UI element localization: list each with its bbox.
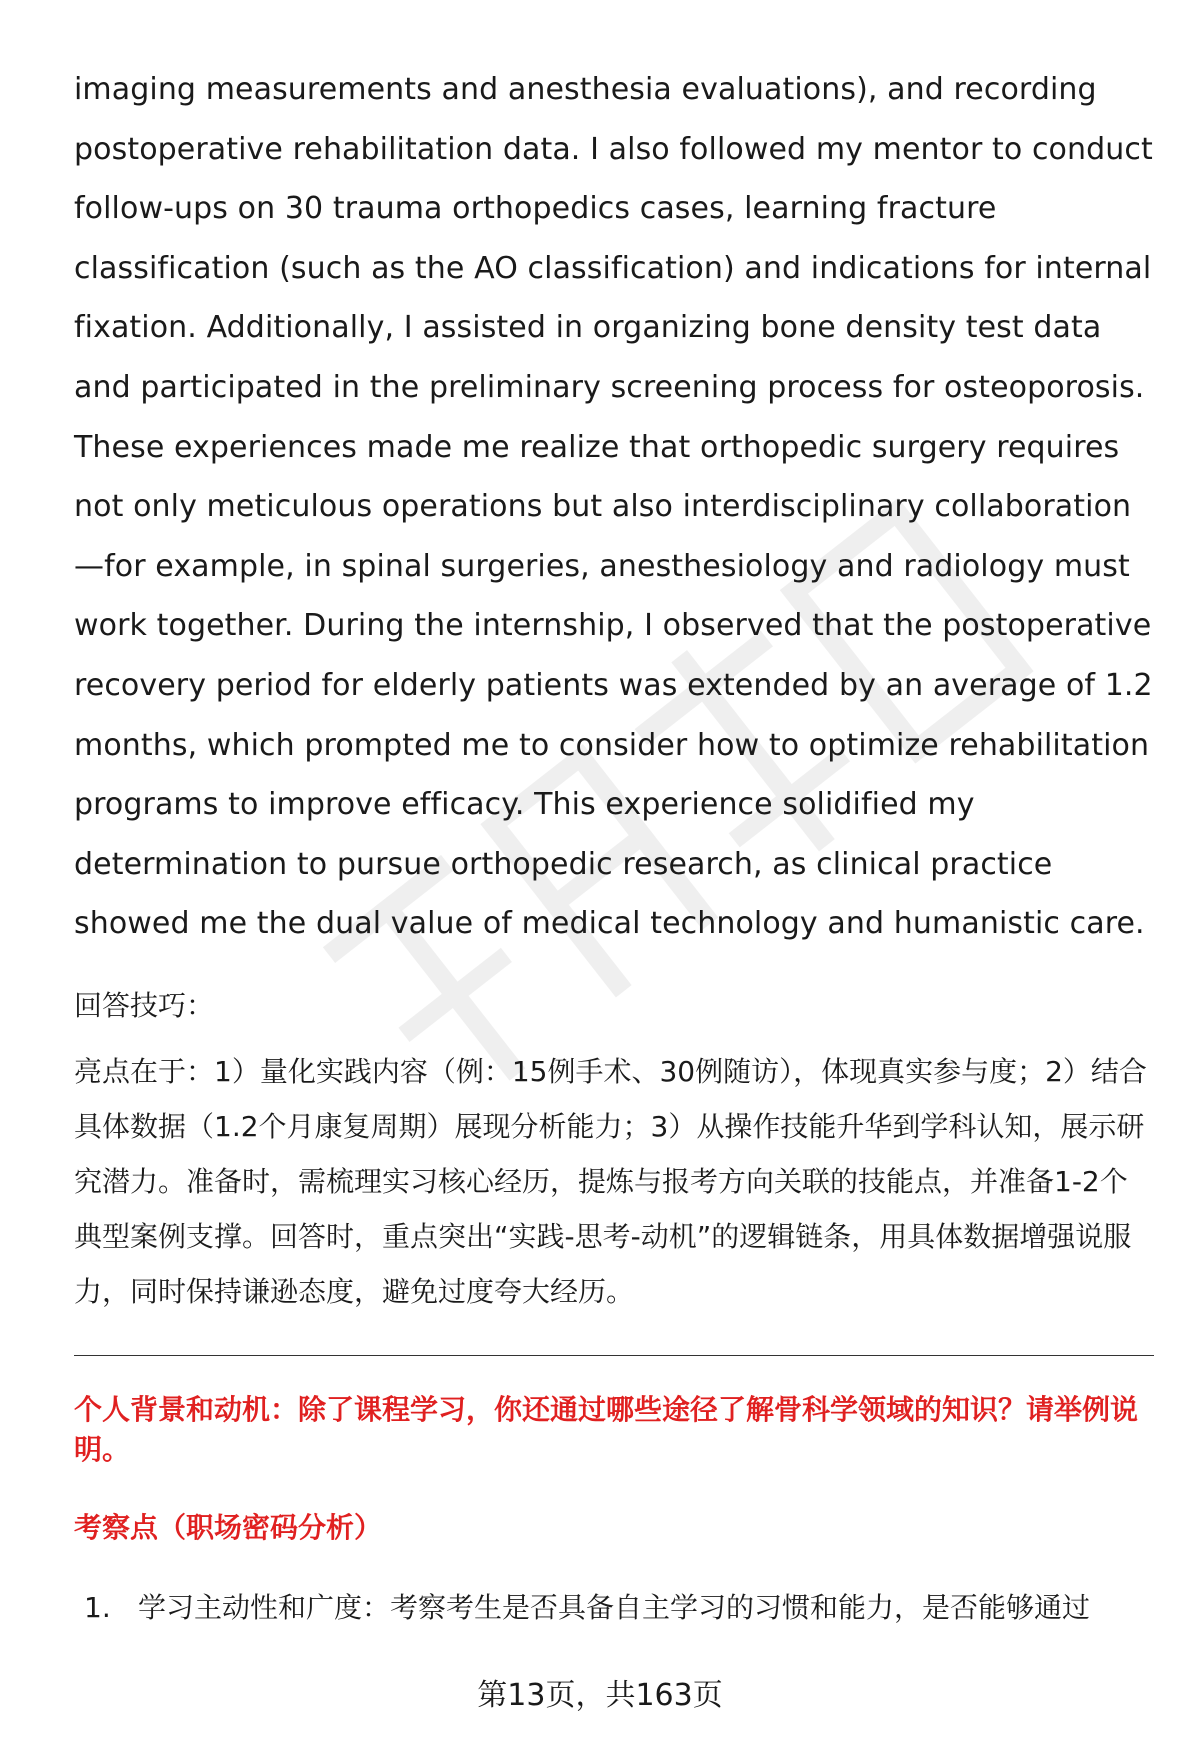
page-number-label: 第13页，共163页: [477, 1678, 723, 1713]
tips-label: 回答技巧：: [74, 988, 215, 1022]
section-divider: [74, 1355, 1154, 1356]
content-area: [74, 60, 1154, 1628]
body-paragraph: imaging measurements and anesthesia evaluations), and recording postoperative rehabilitation data. I also followed my mentor to conduct follow-ups on 30 trauma orthopedics cases, learning fracture classification (such as the AO classification) and indications for internal fixation. Additionally, I assisted in organizing bone density test data and participated in the preliminary screening process for osteoporosis. These experiences made me realize that orthopedic surgery requires not only meticulous operations but also interdisciplinary collaboration—for example, in spinal surgeries, anesthesiology and radiology must work together. During the internship, I observed that the postoperative recovery period for elderly patients was extended by an average of 1.2 months, which prompted me to consider how to optimize rehabilitation programs to improve efficacy. This experience solidified my determination to pursue orthopedic research, as clinical practice showed me the dual value of medical technology and humanistic care.: [74, 72, 1153, 942]
tips-body: 亮点在于：1）量化实践内容（例：15例手术、30例随访），体现真实参与度；2）结合具体数据（1.2个月康复周期）展现分析能力；3）从操作技能升华到学科认知，展示研究潜力。准备时，需梳理实习核心经历，提炼与报考方向关联的技能点，并准备1-2个典型案例支撑。回答时，重点突出“实践-思考-动机”的逻辑链条，用具体数据增强说服力，同时保持谦逊态度，避免过度夸大经历。: [74, 1054, 1147, 1308]
page-footer: [0, 1676, 1200, 1716]
assessment-subheading: 考察点（职场密码分析）: [74, 1510, 383, 1544]
question-title: 个人背景和动机：除了课程学习，你还通过哪些途径了解骨科学领域的知识？请举例说明。: [74, 1392, 1139, 1466]
list-item-text: 学习主动性和广度：考察考生是否具备自主学习的习惯和能力，是否能够通过: [138, 1590, 1091, 1624]
list-item-number: 1.: [84, 1590, 111, 1624]
list-item: [74, 1588, 1154, 1628]
